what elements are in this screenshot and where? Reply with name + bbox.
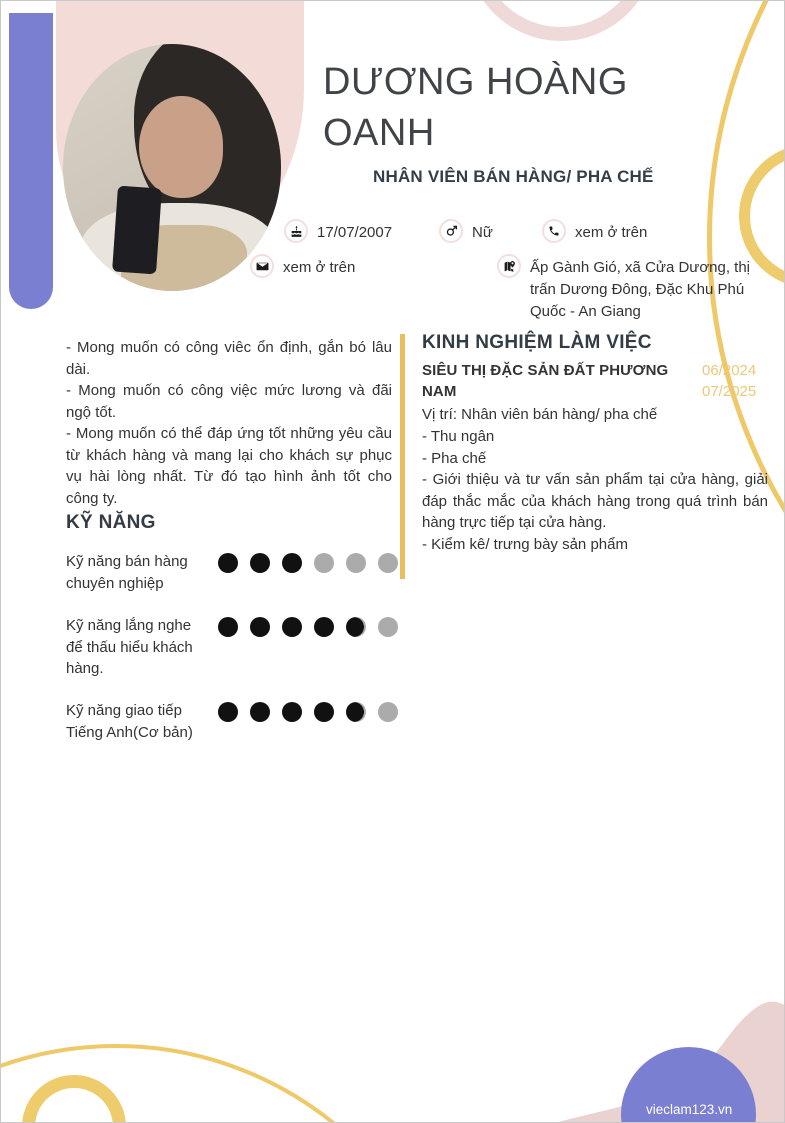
rating-dot-empty	[378, 617, 398, 637]
skills-heading: KỸ NĂNG	[66, 512, 156, 533]
contact-address	[497, 254, 766, 323]
rating-dot-empty	[346, 553, 366, 573]
pink-ring-top	[466, 0, 656, 41]
rating-dot-filled	[218, 617, 238, 637]
skill-rating-dots	[218, 551, 398, 594]
experience-heading: KINH NGHIỆM LÀM VIỆC	[422, 332, 652, 353]
rating-dot-filled	[282, 553, 302, 573]
rating-dot-partial	[346, 702, 366, 722]
rating-dot-filled	[218, 702, 238, 722]
job-detail: - Pha chế	[422, 449, 487, 467]
email-value: xem ở trên	[283, 259, 356, 276]
rating-dot-partial	[346, 617, 366, 637]
phone-icon	[542, 219, 566, 243]
watermark-logo: vieclam123.vn	[646, 1102, 733, 1117]
job-header	[422, 360, 768, 402]
skill-rating-dots	[218, 700, 398, 743]
photo-phone-shape	[112, 186, 162, 275]
skill-row	[66, 551, 396, 594]
skill-label: Kỹ năng lắng nghe để thấu hiểu khách hàng.	[66, 617, 193, 677]
objective-item: - Mong muốn có thể đáp ứng tốt những yêu cầu từ khách hàng và mang lại cho khách sự phục vụ hài lòng nhất. Từ đó tạo hình ảnh tốt cho công ty.	[66, 425, 392, 507]
phone-value: xem ở trên	[575, 224, 648, 241]
skill-label: Kỹ năng bán hàng chuyên nghiệp	[66, 553, 188, 592]
job-detail: - Kiểm kê/ trưng bày sản phẩm	[422, 535, 628, 553]
rating-dot-filled	[282, 702, 302, 722]
contact-birthday	[284, 219, 392, 244]
purple-side-bar	[9, 13, 53, 309]
objective-item: - Mong muốn có công việc mức lương và đãi ngộ tốt.	[66, 382, 392, 421]
birthday-value: 17/07/2007	[317, 224, 393, 241]
contact-email	[250, 254, 355, 279]
rating-dot-filled	[250, 617, 270, 637]
gender-value: Nữ	[472, 224, 493, 241]
birthday-cake-icon	[284, 219, 308, 243]
job-dates	[702, 360, 768, 402]
rating-dot-filled	[314, 617, 334, 637]
company-name: SIÊU THỊ ĐẶC SẢN ĐẤT PHƯƠNG NAM	[422, 362, 669, 400]
experience-accent-bar	[400, 334, 405, 579]
map-pin-icon	[497, 254, 521, 278]
skill-rating-dots	[218, 615, 398, 680]
rating-dot-empty	[378, 553, 398, 573]
gender-icon	[439, 219, 463, 243]
candidate-name: DƯƠNG HOÀNG OANH	[323, 61, 628, 154]
rating-dot-filled	[218, 553, 238, 573]
profile-photo	[63, 44, 281, 291]
contact-phone	[542, 219, 647, 244]
rating-dot-empty	[378, 702, 398, 722]
job-date-to: 07/2025	[702, 383, 757, 400]
envelope-icon	[250, 254, 274, 278]
rating-dot-filled	[250, 553, 270, 573]
job-date-from: 06/2024	[702, 362, 757, 379]
skill-row	[66, 700, 396, 743]
job-position: Vị trí: Nhân viên bán hàng/ pha chế	[422, 406, 658, 423]
rating-dot-filled	[250, 702, 270, 722]
skill-label: Kỹ năng giao tiếp Tiếng Anh(Cơ bản)	[66, 702, 193, 741]
candidate-job-title: NHÂN VIÊN BÁN HÀNG/ PHA CHẾ	[373, 167, 654, 186]
address-value: Ấp Gành Gió, xã Cửa Dương, thị trấn Dương Đông, Đặc Khu Phú Quốc - An Giang	[530, 259, 751, 320]
rating-dot-empty	[314, 553, 334, 573]
skill-row	[66, 615, 396, 680]
photo-face-shape	[139, 96, 223, 198]
objective-item: - Mong muốn có công viêc ổn định, gắn bó lâu dài.	[66, 339, 392, 378]
job-detail: - Thu ngân	[422, 428, 495, 445]
rating-dot-filled	[314, 702, 334, 722]
career-objective	[66, 337, 392, 509]
contact-gender	[439, 219, 493, 244]
job-entry	[422, 360, 768, 555]
job-detail: - Giới thiệu và tư vấn sản phẩm tại cửa hàng, giải đáp thắc mắc của khách hàng trong quá trình bán hàng trực tiếp tại cửa hàng.	[422, 471, 768, 531]
rating-dot-filled	[282, 617, 302, 637]
